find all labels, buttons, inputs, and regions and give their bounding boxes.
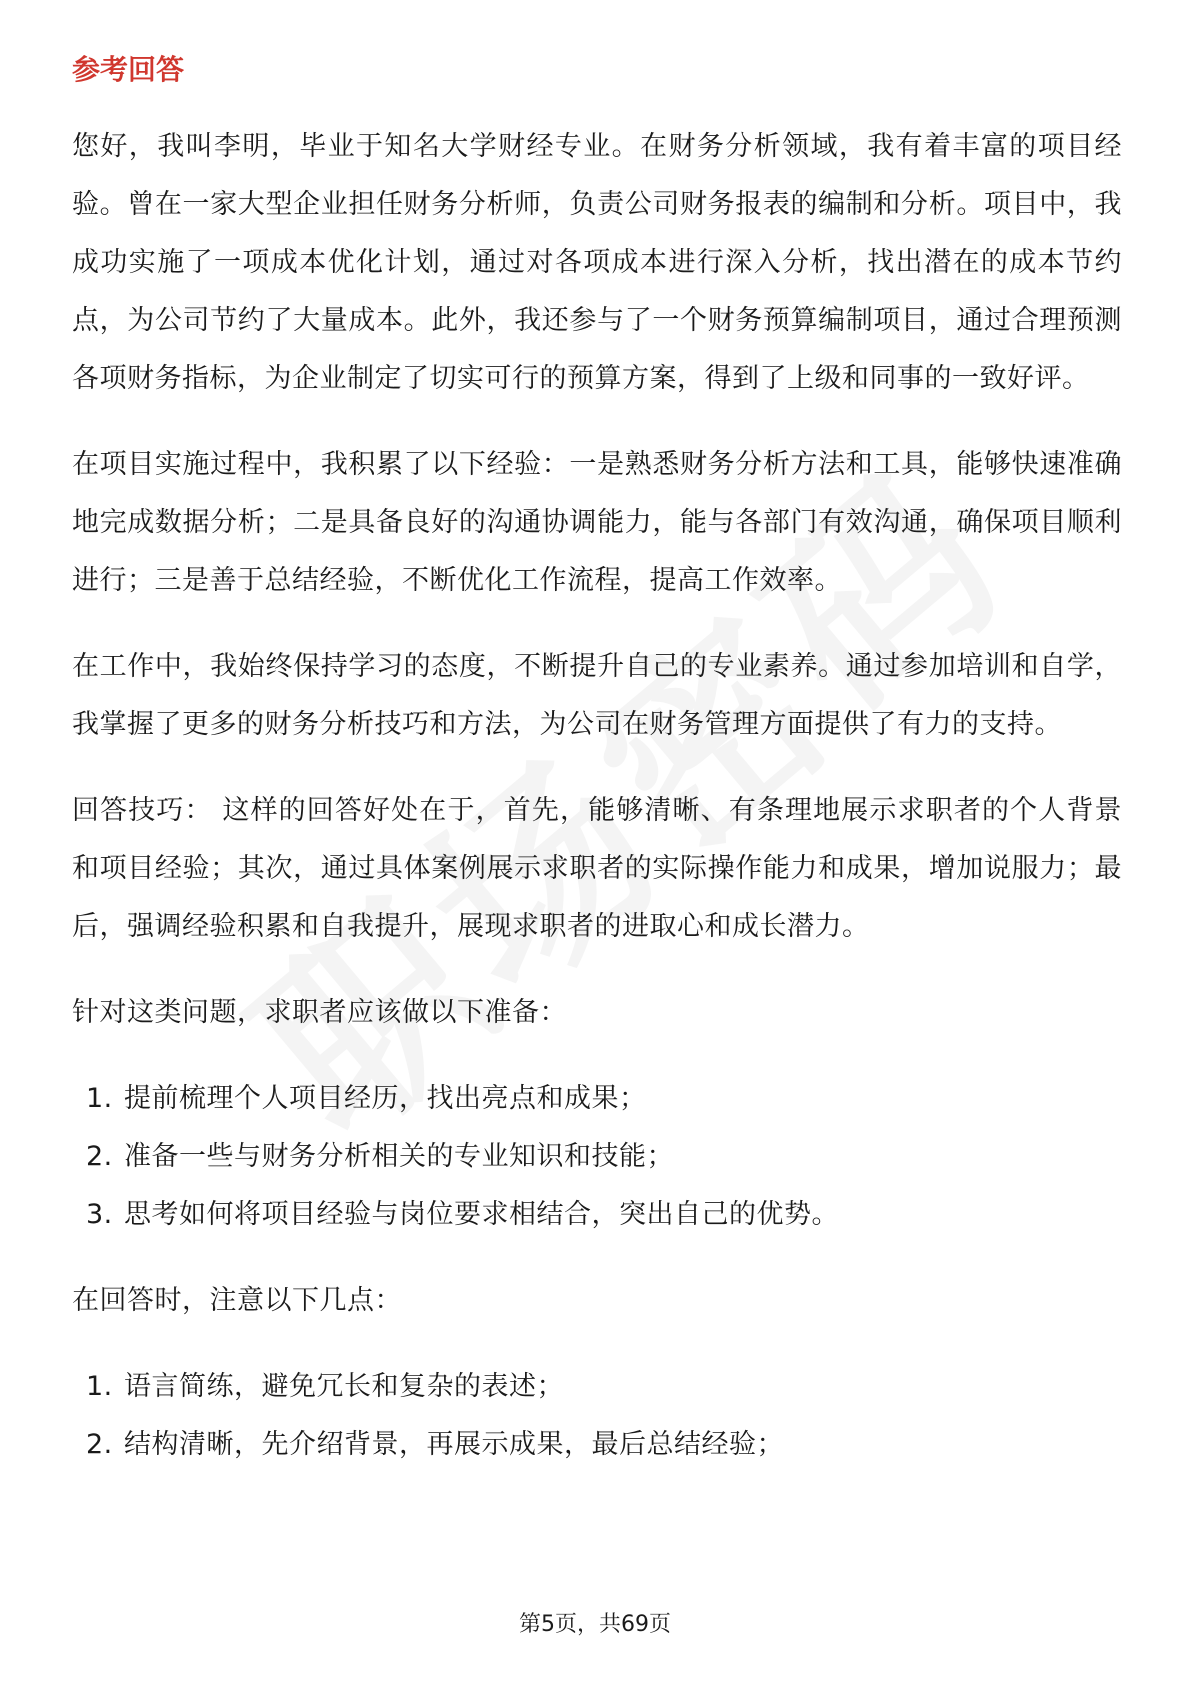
list-number: 2. [86,1429,113,1460]
list-text: 准备一些与财务分析相关的专业知识和技能； [124,1141,674,1172]
list-text: 结构清晰，先介绍背景，再展示成果，最后总结经验； [124,1429,784,1460]
list-item [72,1186,1122,1244]
section-title: 参考回答 [72,53,185,86]
paragraph-prep-intro: 针对这类问题，求职者应该做以下准备： [72,997,567,1028]
list-item [72,1358,1122,1416]
list-number: 1. [86,1371,113,1402]
list-item [72,1416,1122,1474]
paragraph-tips: 回答技巧： 这样的回答好处在于，首先，能够清晰、有条理地展示求职者的个人背景和项目经验；其次，通过具体案例展示求职者的实际操作能力和成果，增加说服力；最后，强调经验积累和自我提升，展现求职者的进取心和成长潜力。 [72,795,1122,942]
list-text: 语言简练，避免冗长和复杂的表述； [124,1371,564,1402]
list-number: 1. [86,1083,113,1114]
list-text: 思考如何将项目经验与岗位要求相结合，突出自己的优势。 [124,1199,839,1230]
list-number: 2. [86,1141,113,1172]
prep-list [72,1070,1122,1244]
document-body [72,118,1122,1502]
list-number: 3. [86,1199,113,1230]
page-footer: 第5页，共69页 [519,1612,671,1637]
list-item [72,1128,1122,1186]
paragraph-notes-intro: 在回答时，注意以下几点： [72,1285,402,1316]
paragraph-intro: 您好，我叫李明，毕业于知名大学财经专业。在财务分析领域，我有着丰富的项目经验。曾在一家大型企业担任财务分析师，负责公司财务报表的编制和分析。项目中，我成功实施了一项成本优化计划，通过对各项成本进行深入分析，找出潜在的成本节约点，为公司节约了大量成本。此外，我还参与了一个财务预算编制项目，通过合理预测各项财务指标，为企业制定了切实可行的预算方案，得到了上级和同事的一致好评。 [72,131,1122,394]
list-item [72,1070,1122,1128]
paragraph-learning: 在工作中，我始终保持学习的态度，不断提升自己的专业素养。通过参加培训和自学，我掌握了更多的财务分析技巧和方法，为公司在财务管理方面提供了有力的支持。 [72,651,1122,740]
list-text: 提前梳理个人项目经历，找出亮点和成果； [124,1083,647,1114]
notes-list [72,1358,1122,1474]
paragraph-experience: 在项目实施过程中，我积累了以下经验：一是熟悉财务分析方法和工具，能够快速准确地完成数据分析；二是具备良好的沟通协调能力，能与各部门有效沟通，确保项目顺利进行；三是善于总结经验，不断优化工作流程，提高工作效率。 [72,449,1122,596]
